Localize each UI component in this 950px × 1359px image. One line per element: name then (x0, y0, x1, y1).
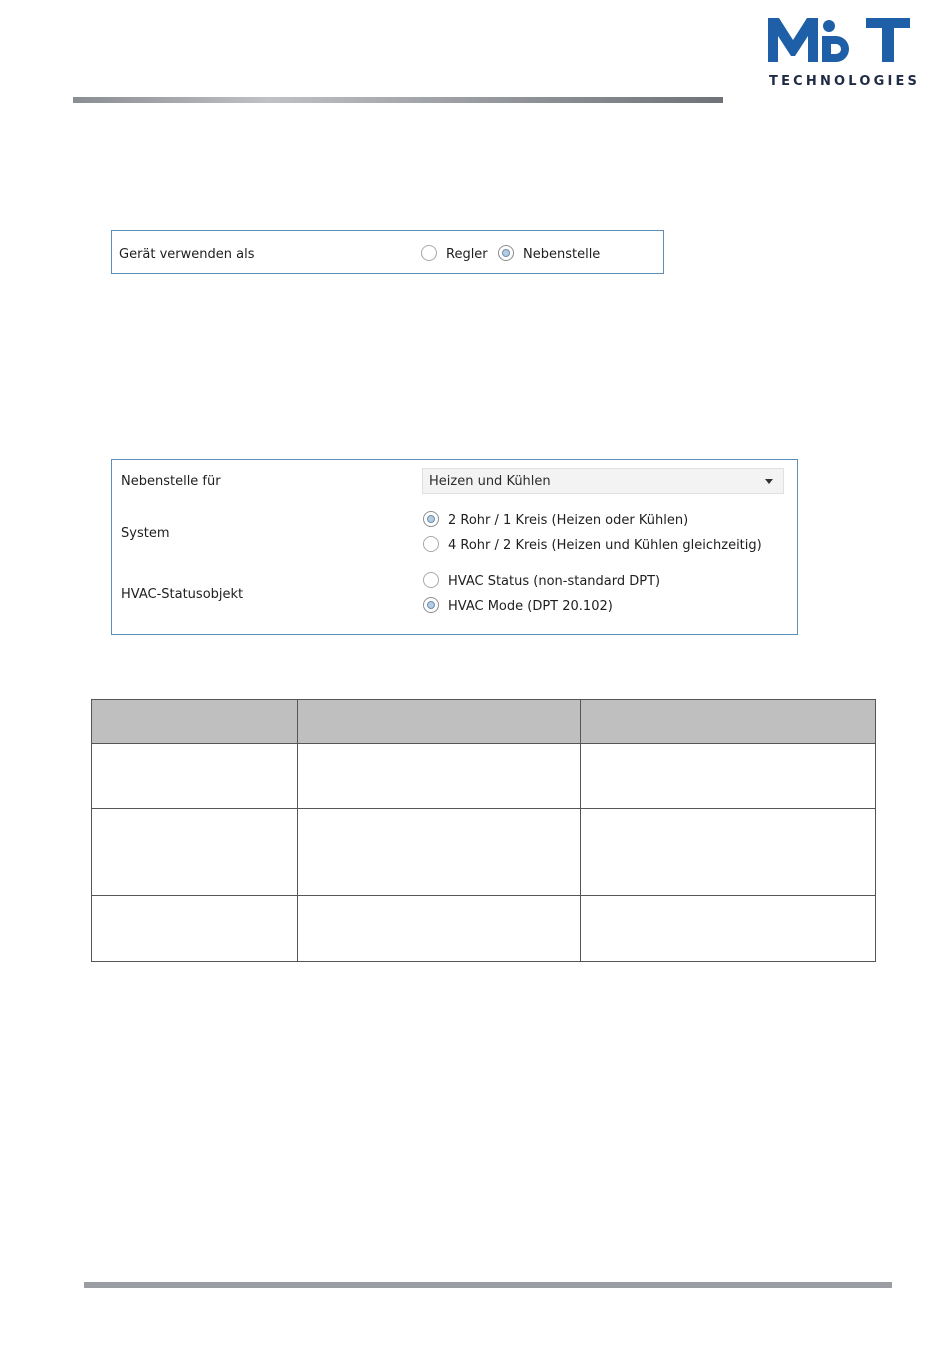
table-cell (92, 744, 298, 809)
hvac-mode-radio[interactable] (423, 597, 439, 613)
system-4-pipe-radio[interactable] (423, 536, 439, 552)
hvac-status-radio[interactable] (423, 572, 439, 588)
table-header-cell (581, 700, 876, 744)
table-cell (581, 896, 876, 962)
extension-for-value: Heizen und Kühlen (429, 474, 551, 489)
mdt-logo (768, 16, 921, 92)
device-usage-label: Gerät verwenden als (119, 247, 255, 262)
system-2-pipe-label[interactable]: 2 Rohr / 1 Kreis (Heizen oder Kühlen) (448, 513, 689, 528)
table-row (92, 896, 876, 962)
parameter-table (91, 699, 876, 962)
hvac-mode-label[interactable]: HVAC Mode (DPT 20.102) (448, 599, 613, 614)
chevron-down-icon (765, 479, 773, 484)
table-cell (92, 809, 298, 896)
extension-for-label: Nebenstelle für (121, 474, 221, 489)
table-row (92, 809, 876, 896)
table-cell (298, 809, 581, 896)
table-cell (92, 896, 298, 962)
table-header-cell (298, 700, 581, 744)
logo-subtitle: TECHNOLOGIES (769, 74, 921, 89)
system-label: System (121, 526, 170, 541)
extension-for-dropdown[interactable] (422, 468, 784, 494)
system-2-pipe-radio[interactable] (423, 511, 439, 527)
table-row (92, 744, 876, 809)
table-header-cell (92, 700, 298, 744)
regler-radio-label[interactable]: Regler (446, 247, 488, 262)
hvac-status-object-label: HVAC-Statusobjekt (121, 587, 244, 602)
nebenstelle-radio[interactable] (498, 245, 514, 261)
table-cell (581, 809, 876, 896)
extension-settings-panel (111, 459, 798, 635)
mdt-logo-mark (768, 16, 912, 66)
nebenstelle-radio-label[interactable]: Nebenstelle (523, 247, 601, 262)
table-cell (581, 744, 876, 809)
system-4-pipe-label[interactable]: 4 Rohr / 2 Kreis (Heizen und Kühlen gleichzeitig) (448, 538, 762, 553)
table-header-row (92, 700, 876, 744)
footer-rule (84, 1282, 892, 1288)
device-usage-panel (111, 230, 664, 274)
header-rule (73, 97, 723, 103)
regler-radio[interactable] (421, 245, 437, 261)
table-cell (298, 896, 581, 962)
hvac-status-label[interactable]: HVAC Status (non-standard DPT) (448, 574, 661, 589)
table-cell (298, 744, 581, 809)
